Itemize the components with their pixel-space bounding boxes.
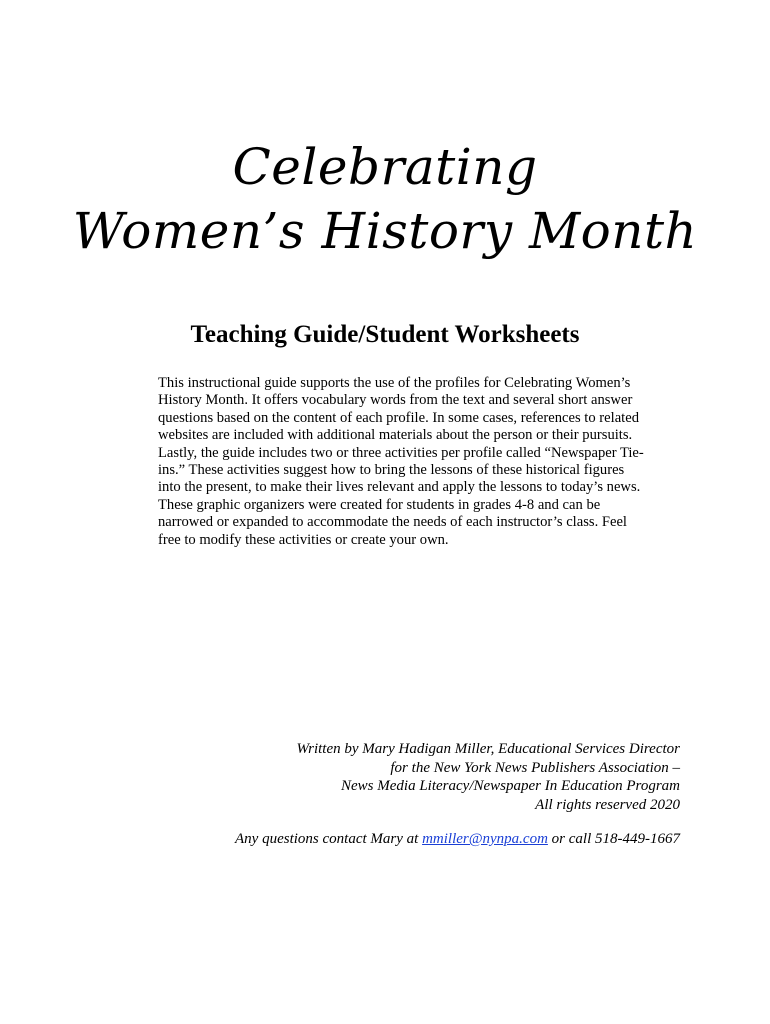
credit-line-program: News Media Literacy/Newspaper In Education Program xyxy=(341,778,680,794)
intro-line: narrowed or expanded to accommodate the needs of each instructor’s class. Feel xyxy=(158,514,627,531)
intro-paragraph xyxy=(158,375,648,549)
intro-line: History Month. It offers vocabulary words from the text and several short answer xyxy=(158,392,633,409)
credit-line-organization: for the New York News Publishers Association – xyxy=(390,759,680,776)
document-subtitle: Teaching Guide/Student Worksheets xyxy=(190,321,580,348)
intro-line: Lastly, the guide includes two or three activities per profile called “Newspaper Tie- xyxy=(158,444,644,461)
intro-line: These graphic organizers were created for students in grades 4-8 and can be xyxy=(158,496,601,513)
credit-line-author: Written by Mary Hadigan Miller, Educational Services Director xyxy=(296,741,680,757)
author-credits xyxy=(296,740,680,814)
contact-line xyxy=(235,830,680,848)
intro-line: ins.” These activities suggest how to bring the lessons of these historical figures xyxy=(158,462,625,479)
intro-line: questions based on the content of each profile. In some cases, references to related xyxy=(158,409,639,426)
intro-line: into the present, to make their lives relevant and apply the lessons to today’s news. xyxy=(158,479,641,496)
intro-line: free to modify these activities or create your own. xyxy=(158,531,449,548)
contact-suffix: or call 518-449-1667 xyxy=(547,831,680,847)
title-line-1: Celebrating xyxy=(232,138,538,196)
intro-line: This instructional guide supports the use of the profiles for Celebrating Women’s xyxy=(158,375,631,391)
title-line-2: Women’s History Month xyxy=(72,202,698,260)
document-title xyxy=(0,135,770,263)
contact-prefix: Any questions contact Mary at xyxy=(235,831,423,847)
email-link[interactable]: mmiller@nynpa.com xyxy=(422,831,548,847)
intro-line: websites are included with additional materials about the person or their pursuits. xyxy=(158,427,633,444)
credit-line-rights: All rights reserved 2020 xyxy=(535,796,680,813)
